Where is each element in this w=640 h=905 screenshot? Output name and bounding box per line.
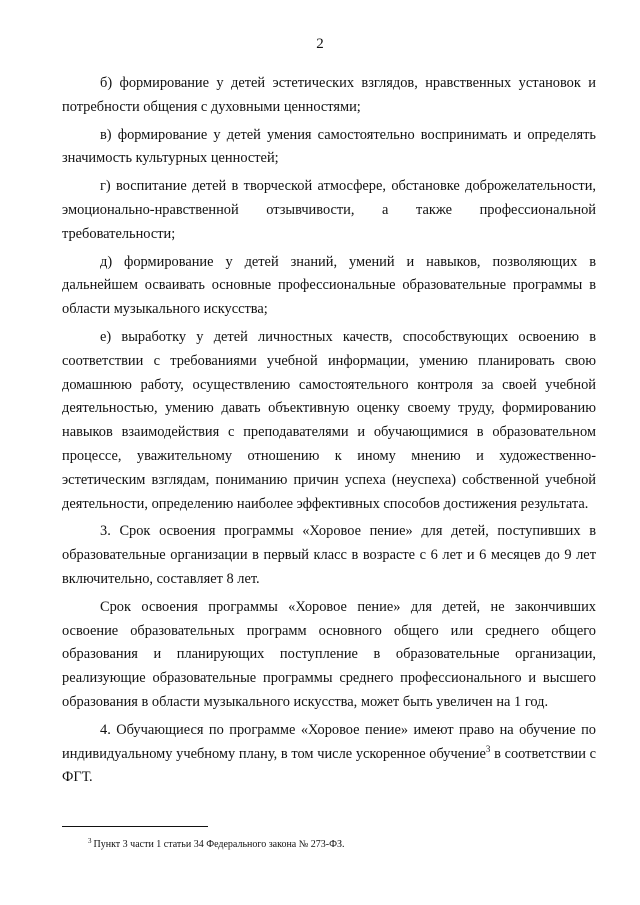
page-number: 2 <box>316 36 324 52</box>
paragraph-e: е) выработку у детей личностных качеств, способствующих освоению в соответствии с требованиями учебной информации, умению планировать свою домашнюю работу, осуществлению самостоятельного контроля за своей учебной деятельностью, умению давать объективную оценку своему труду, формированию навыков взаимодействия с преподавателями и обучающимися в образовательном процессе, уважительному отношению к иному мнению и художественно-эстетическим взглядам, пониманию причин успеха (неуспеха) собственной учебной деятельности, определению наиболее эффективных способов достижения результата. <box>62 328 596 512</box>
document-body <box>62 72 596 790</box>
paragraph-4 <box>62 719 596 790</box>
paragraph-4-text: 4. Обучающиеся по программе «Хоровое пение» имеют право на обучение по индивидуальному учебному плану, в том числе ускоренное обучение <box>62 721 596 762</box>
paragraph-v: в) формирование у детей умения самостоятельно воспринимать и определять значимость культурных ценностей; <box>62 126 596 167</box>
paragraph-b: б) формирование у детей эстетических взглядов, нравственных установок и потребности общения с духовными ценностями; <box>62 75 596 115</box>
footnote-mark: 3 <box>88 836 92 845</box>
paragraph-3: 3. Срок освоения программы «Хоровое пение» для детей, поступивших в образовательные организации в первый класс в возрасте с 6 лет и 6 месяцев до 9 лет включительно, составляет 8 лет. <box>62 523 596 587</box>
paragraph-3-continued: Срок освоения программы «Хоровое пение» для детей, не закончивших освоение образовательных программ основного общего или среднего общего образования и планирующих поступление в образовательные организации, реализующие образовательные программы среднего профессионального и высшего образования в области музыкального искусства, может быть увеличен на 1 год. <box>62 598 596 710</box>
footnote-separator <box>62 826 208 827</box>
footnote <box>88 838 596 851</box>
footnote-text: Пункт 3 части 1 статьи 34 Федерального закона № 273-ФЗ. <box>93 839 345 850</box>
paragraph-d: д) формирование у детей знаний, умений и навыков, позволяющих в дальнейшем осваивать основные профессиональные образовательные программы в области музыкального искусства; <box>62 253 596 318</box>
paragraph-4-tail: в соответствии с ФГТ. <box>62 745 596 786</box>
footnote-reference: 3 <box>485 743 491 754</box>
paragraph-g: г) воспитание детей в творческой атмосфере, обстановке доброжелательности, эмоционально-нравственной отзывчивости, а также профессиональной требовательности; <box>62 178 596 242</box>
